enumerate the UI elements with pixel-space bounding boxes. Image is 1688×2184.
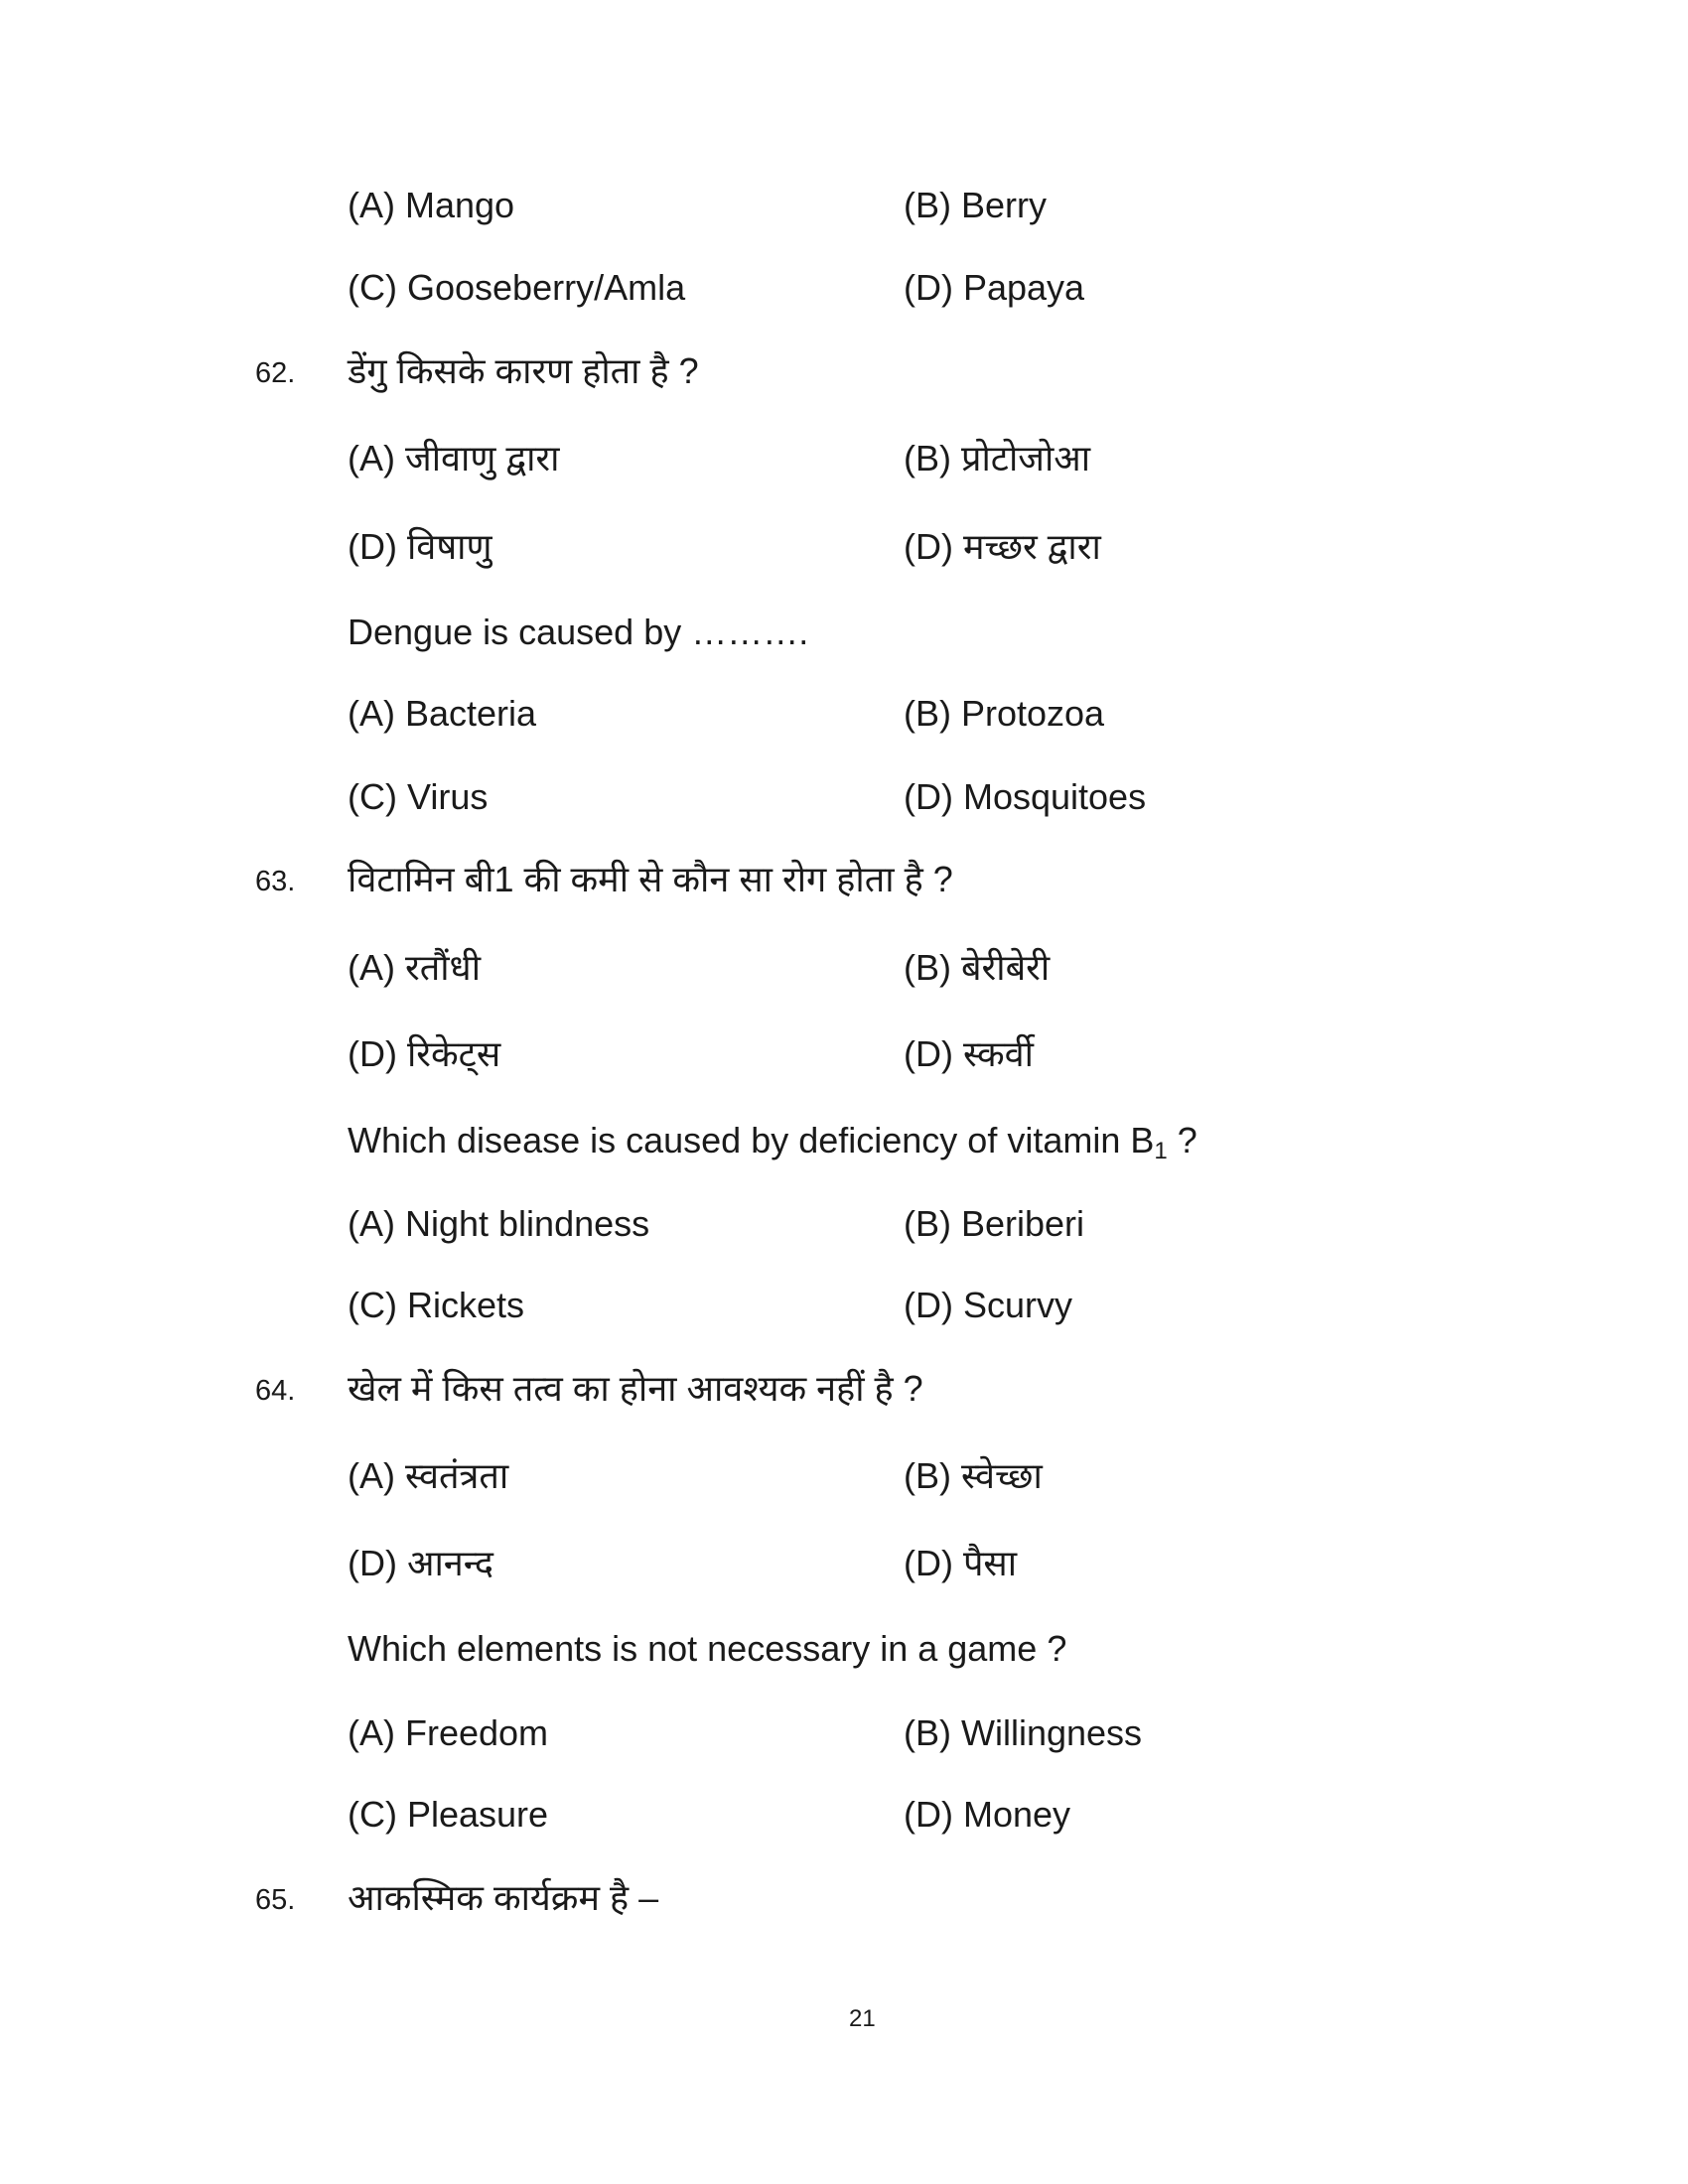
q62-hindi-option-d: (D) मच्छर द्वारा [904, 526, 1101, 567]
q61-option-b: (B) Berry [904, 185, 1047, 225]
q62-english-question: Dengue is caused by ………. [348, 612, 809, 652]
q62-hindi-question: डेंगु किसके कारण होता है ? [348, 350, 699, 391]
q63-english-text: Which disease is caused by deficiency of vitamin B [348, 1120, 1155, 1160]
q64-english-option-d: (D) Money [904, 1794, 1071, 1835]
q62-hindi-option-c: (D) विषाणु [348, 526, 492, 567]
q63-hindi-option-b: (B) बेरीबेरी [904, 947, 1051, 988]
q64-english-option-a: (A) Freedom [348, 1712, 549, 1753]
q62-english-option-d: (D) Mosquitoes [904, 776, 1147, 817]
q63-number: 63. [255, 866, 296, 897]
q63-english-question [348, 1121, 1197, 1171]
q62-english-option-c: (C) Virus [348, 776, 489, 817]
q64-hindi-option-a: (A) स्वतंत्रता [348, 1455, 509, 1496]
q63-english-option-a: (A) Night blindness [348, 1203, 650, 1244]
q63-english-option-c: (C) Rickets [348, 1285, 524, 1325]
q64-english-question: Which elements is not necessary in a game ? [348, 1628, 1067, 1669]
q64-number: 64. [255, 1375, 296, 1407]
q64-english-option-b: (B) Willingness [904, 1712, 1143, 1753]
q62-english-option-b: (B) Protozoa [904, 693, 1105, 734]
q63-subscript: 1 [1154, 1138, 1168, 1164]
q61-option-a: (A) Mango [348, 185, 515, 225]
q64-hindi-option-b: (B) स्वेच्छा [904, 1455, 1043, 1496]
q63-question-mark: ? [1167, 1120, 1197, 1160]
q63-hindi-option-c: (D) रिकेट्स [348, 1033, 501, 1074]
q61-option-d: (D) Papaya [904, 267, 1085, 308]
q63-english-option-d: (D) Scurvy [904, 1285, 1072, 1325]
q65-hindi-question: आकस्मिक कार्यक्रम है – [348, 1877, 659, 1918]
q62-number: 62. [255, 357, 296, 389]
q62-hindi-option-b: (B) प्रोटोजोआ [904, 438, 1091, 478]
q62-english-option-a: (A) Bacteria [348, 693, 537, 734]
q63-hindi-question: विटामिन बी1 की कमी से कौन सा रोग होता है ? [348, 859, 953, 899]
q63-hindi-option-a: (A) रतौंधी [348, 947, 482, 988]
page-number: 21 [849, 2005, 876, 2032]
q64-hindi-option-c: (D) आनन्द [348, 1543, 493, 1583]
q65-number: 65. [255, 1884, 296, 1916]
q62-hindi-option-a: (A) जीवाणु द्वारा [348, 438, 560, 478]
q63-english-option-b: (B) Beriberi [904, 1203, 1085, 1244]
q64-hindi-option-d: (D) पैसा [904, 1543, 1018, 1583]
q61-option-c: (C) Gooseberry/Amla [348, 267, 686, 308]
q64-english-option-c: (C) Pleasure [348, 1794, 549, 1835]
q64-hindi-question: खेल में किस तत्व का होना आवश्यक नहीं है ? [348, 1368, 923, 1409]
q63-hindi-option-d: (D) स्कर्वी [904, 1033, 1034, 1074]
